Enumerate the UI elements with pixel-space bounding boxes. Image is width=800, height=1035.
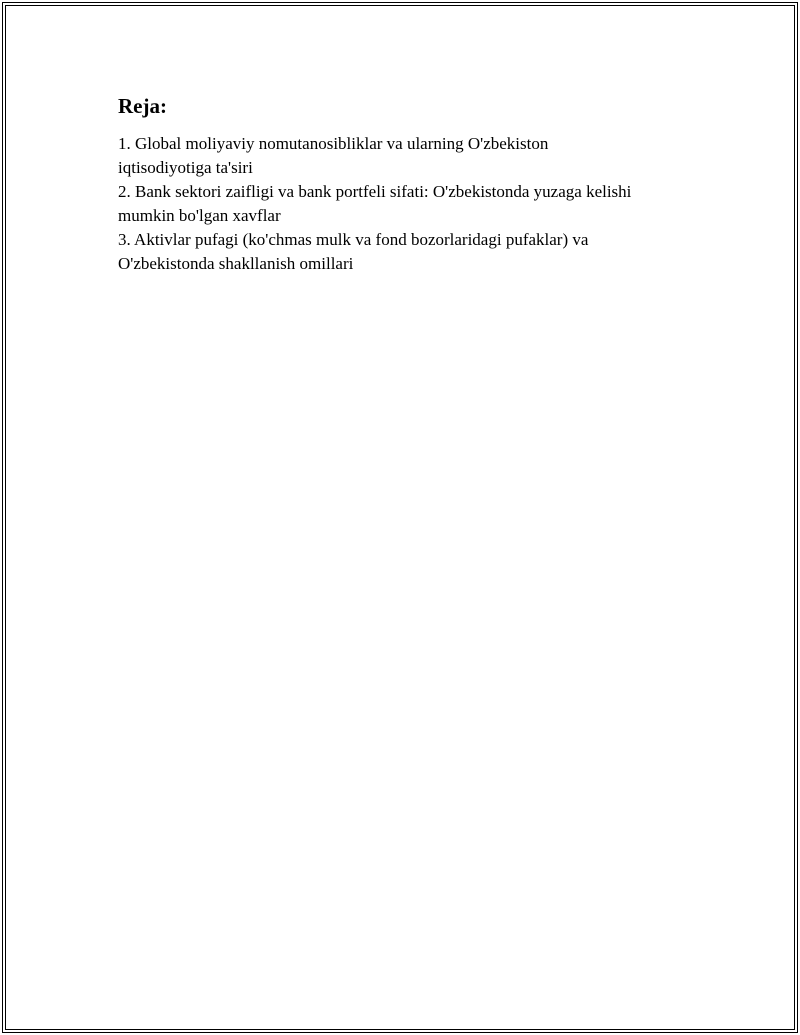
plan-item-3: [118, 228, 718, 276]
plan-item-1-line-1: 1. Global moliyaviy nomutanosibliklar va ularning O'zbekiston: [118, 134, 549, 153]
plan-list: [118, 132, 718, 276]
plan-item-2: [118, 180, 718, 228]
plan-heading: Reja:: [118, 94, 167, 118]
plan-item-3-line-1: 3. Aktivlar pufagi (ko'chmas mulk va fond bozorlaridagi pufaklar) va: [118, 230, 589, 249]
plan-item-3-line-2: O'zbekistonda shakllanish omillari: [118, 254, 354, 273]
plan-item-2-line-1: 2. Bank sektori zaifligi va bank portfeli sifati: O'zbekistonda yuzaga kelishi: [118, 182, 632, 201]
plan-item-1-line-2: iqtisodiyotiga ta'siri: [118, 158, 253, 177]
plan-item-1: [118, 132, 718, 180]
document-body: [118, 92, 718, 276]
plan-item-2-line-2: mumkin bo'lgan xavflar: [118, 206, 281, 225]
